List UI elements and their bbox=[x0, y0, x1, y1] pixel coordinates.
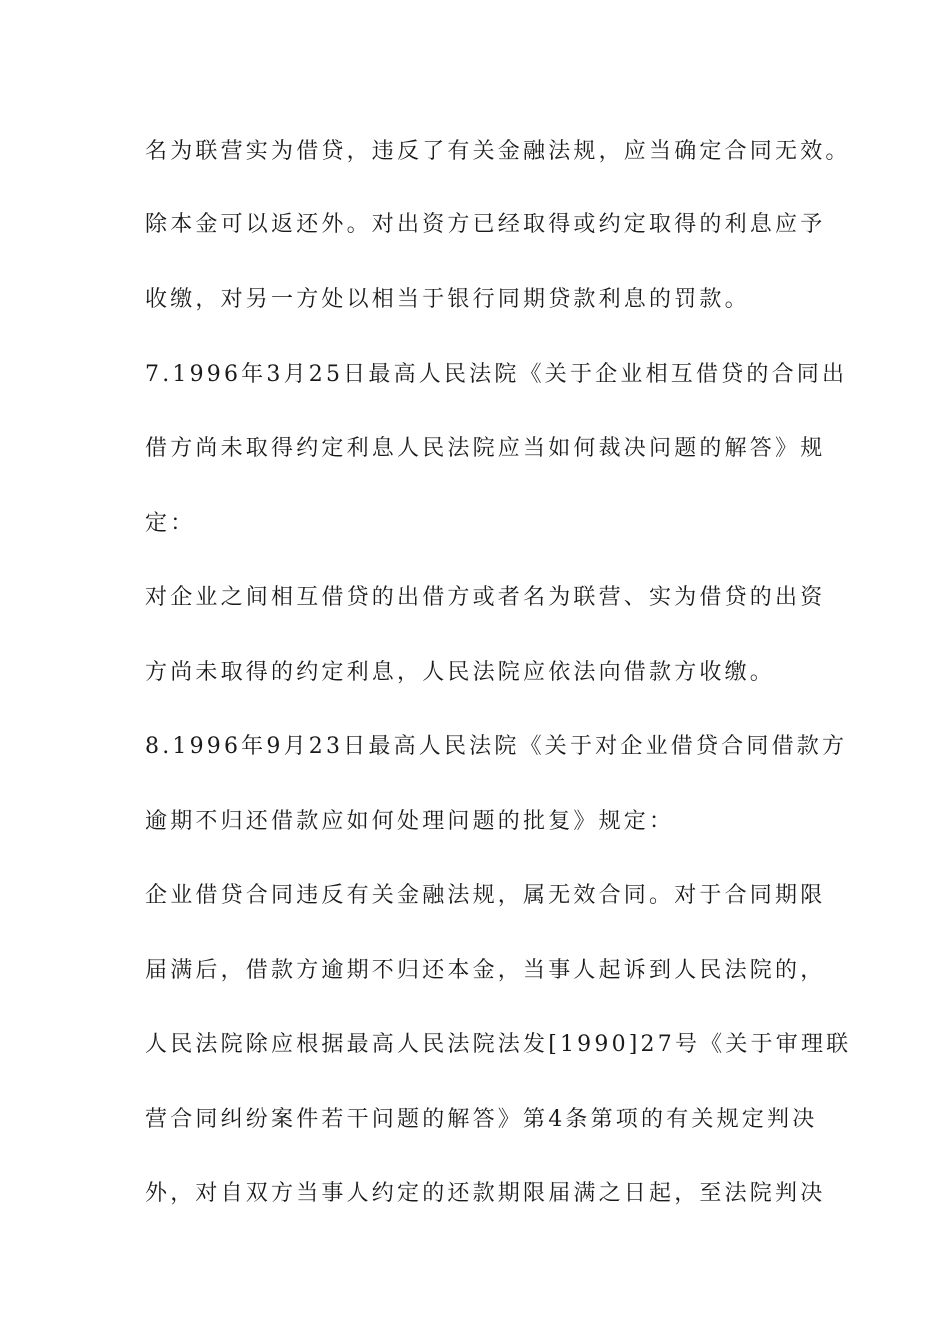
text-line: 方尚未取得的约定利息，人民法院应依法向借款方收缴。 bbox=[145, 660, 776, 685]
text-line: 定： bbox=[145, 511, 196, 536]
text-line: 人民法院除应根据最高人民法院法发[1990]27号《关于审理联 bbox=[145, 1032, 852, 1057]
text-line: 逾期不归还借款应如何处理问题的批复》规定： bbox=[145, 809, 675, 834]
text-line: 届满后，借款方逾期不归还本金，当事人起诉到人民法院的， bbox=[145, 958, 826, 983]
text-line: 7.1996年3月25日最高人民法院《关于企业相互借贷的合同出 bbox=[145, 362, 848, 387]
text-line: 收缴，对另一方处以相当于银行同期贷款利息的罚款。 bbox=[145, 287, 750, 312]
text-line: 企业借贷合同违反有关金融法规，属无效合同。对于合同期限 bbox=[145, 883, 826, 908]
text-line: 8.1996年9月23日最高人民法院《关于对企业借贷合同借款方 bbox=[145, 734, 848, 759]
text-line: 外，对自双方当事人约定的还款期限届满之日起，至法院判决 bbox=[145, 1181, 826, 1206]
text-line: 名为联营实为借贷，违反了有关金融法规，应当确定合同无效。 bbox=[145, 139, 851, 164]
text-line: 借方尚未取得约定利息人民法院应当如何裁决问题的解答》规 bbox=[145, 436, 826, 461]
text-line: 对企业之间相互借贷的出借方或者名为联营、实为借贷的出资 bbox=[145, 585, 826, 610]
text-line: 除本金可以返还外。对出资方已经取得或约定取得的利息应予 bbox=[145, 212, 826, 237]
text-line: 营合同纠纷案件若干问题的解答》第4条第项的有关规定判决 bbox=[145, 1107, 818, 1132]
